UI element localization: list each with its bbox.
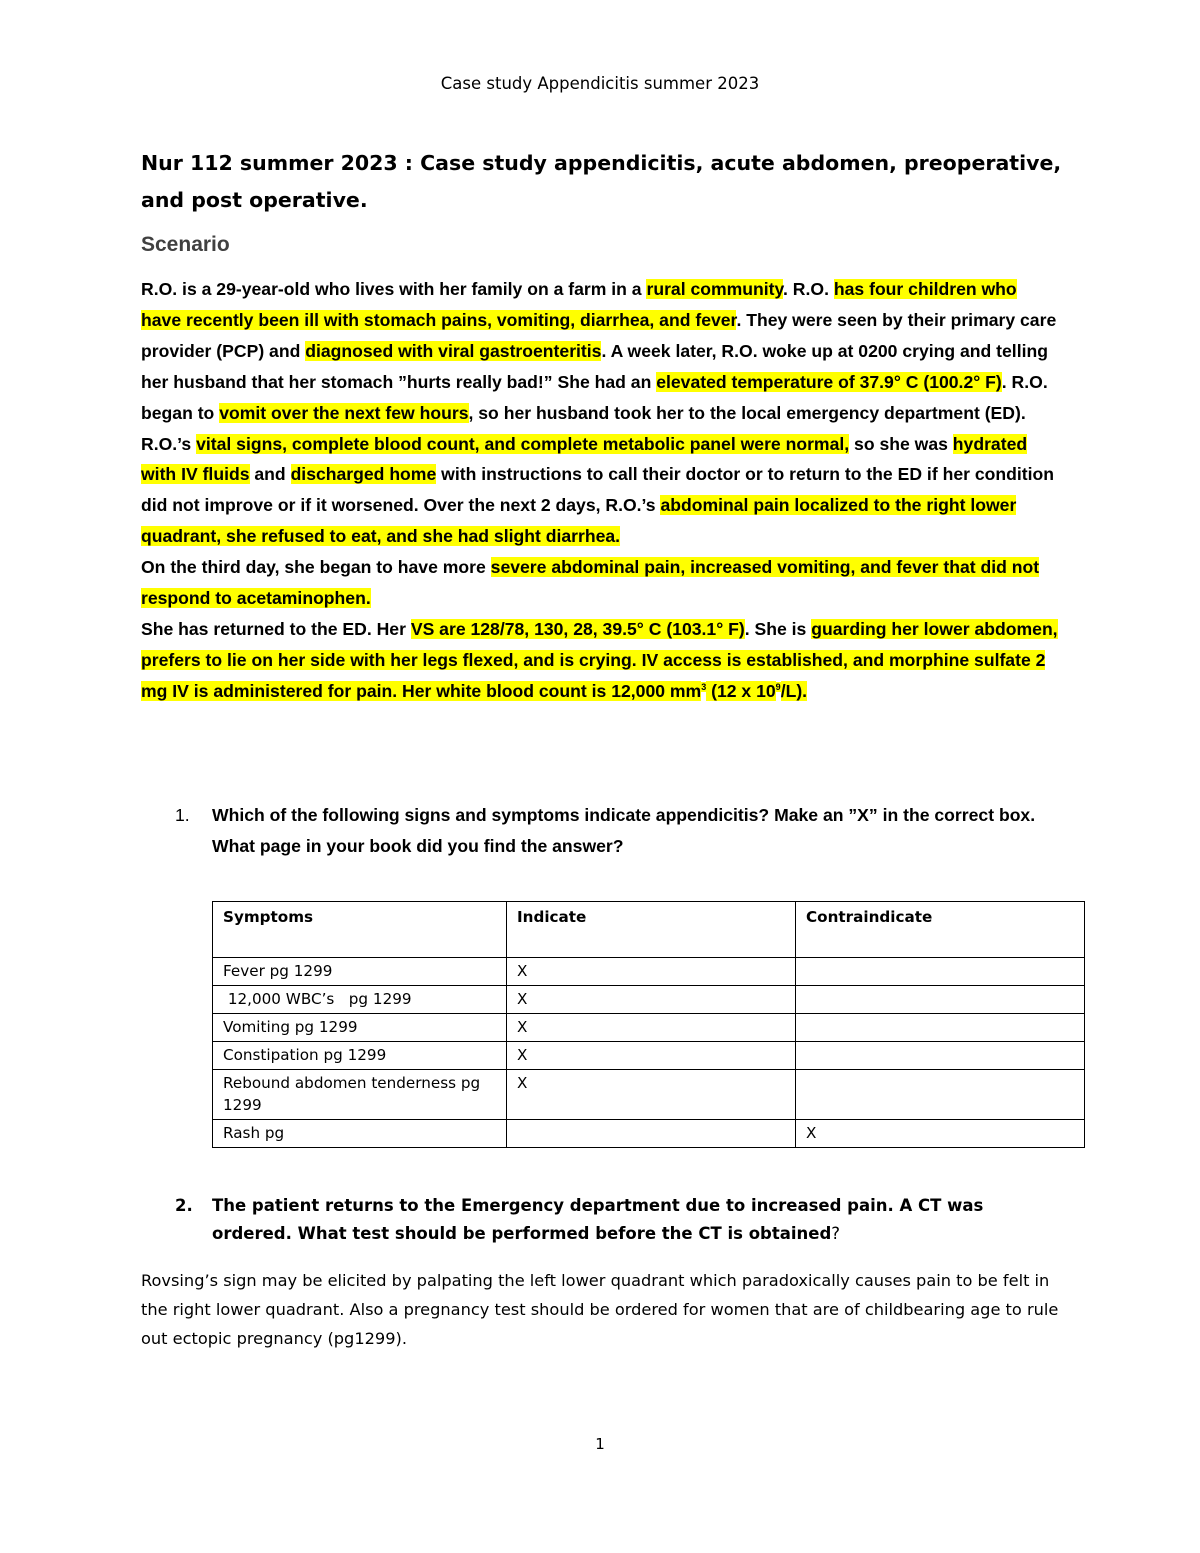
symptom-cell: Vomiting pg 1299 — [213, 1014, 507, 1042]
text-segment: On the third day, she began to have more — [141, 557, 491, 578]
indicate-cell: X — [507, 1070, 796, 1120]
scenario-paragraph-3 — [141, 614, 1061, 707]
scenario-heading: Scenario — [141, 233, 230, 256]
running-header: Case study Appendicitis summer 2023 — [440, 74, 760, 93]
question-2-text-bold: The patient returns to the Emergency department due to increased pain. A CT was ordered. What test should be performed before the CT is obtained — [212, 1196, 984, 1243]
highlighted-text: severe abdominal pain, increased vomiting, and fever that did not respond to acetaminophen. — [141, 557, 1040, 609]
table-header-row — [213, 902, 1085, 958]
text-segment: with instructions to call their doctor or to return to the ED if her condition did not improve or if it worsened. Over the next 2 days, R.O.’s — [141, 464, 1054, 516]
symptom-cell: Constipation pg 1299 — [213, 1042, 507, 1070]
question-2-text — [212, 1192, 1055, 1247]
highlighted-text: elevated temperature of 37.9° C (100.2° F) — [656, 371, 1002, 392]
indicate-cell: X — [507, 1014, 796, 1042]
highlighted-text: vomit over the next few hours — [219, 402, 469, 423]
highlighted-text: (12 x 10 — [706, 680, 776, 701]
symptom-cell: Rebound abdomen tenderness pg 1299 — [213, 1070, 507, 1120]
contraindicate-cell — [796, 1014, 1085, 1042]
symptom-cell: 12,000 WBC’s pg 1299 — [213, 986, 507, 1014]
page-number: 1 — [595, 1435, 605, 1453]
table-row — [213, 1014, 1085, 1042]
indicate-cell: X — [507, 958, 796, 986]
text-segment: R.O. is a 29-year-old who lives with her family on a farm in a — [141, 279, 647, 299]
highlighted-text: guarding her lower abdomen, prefers to lie on her side with her legs flexed, and is crying. IV access is established, and morphine sulfate 2 mg IV is administered for pain. Her white blood count is 12,000 mm — [141, 618, 1058, 701]
question-1 — [175, 800, 1055, 861]
question-1-text: Which of the following signs and symptoms indicate appendicitis? Make an ”X” in the correct box. What page in your book did you find the answer? — [212, 805, 1036, 856]
indicate-cell — [507, 1120, 796, 1148]
text-segment: and — [249, 464, 291, 485]
contraindicate-cell — [796, 1070, 1085, 1120]
highlighted-text: /L). — [780, 680, 808, 701]
table-row — [213, 1120, 1085, 1148]
column-header-symptoms: Symptoms — [213, 902, 507, 958]
text-segment: . R.O. — [783, 279, 834, 299]
table-row — [213, 958, 1085, 986]
text-segment: She has returned to the ED. Her — [141, 618, 411, 639]
table-row — [213, 986, 1085, 1014]
highlighted-text: discharged home — [290, 464, 437, 485]
symptoms-table — [212, 901, 1085, 1148]
question-1-number: 1. — [175, 805, 190, 825]
scenario-paragraph-2 — [141, 552, 1061, 614]
question-2-answer: Rovsing’s sign may be elicited by palpating the left lower quadrant which paradoxically causes pain to be felt in the right lower quadrant. Also a pregnancy test should be ordered for women that are of childbearing age to rule out ectopic pregnancy (pg1299). — [141, 1271, 1059, 1348]
table-row — [213, 1042, 1085, 1070]
highlighted-text: hydrated with IV fluids — [141, 433, 1028, 485]
symptom-cell: Fever pg 1299 — [213, 958, 507, 986]
contraindicate-cell — [796, 1042, 1085, 1070]
symptom-cell: Rash pg — [213, 1120, 507, 1148]
column-header-contraindicate: Contraindicate — [796, 902, 1085, 958]
highlighted-text: rural community — [646, 279, 784, 299]
highlighted-text: 3 — [701, 681, 707, 692]
scenario-text — [141, 274, 1061, 707]
highlighted-text: 9 — [775, 681, 781, 692]
scenario-paragraph-1 — [141, 274, 1061, 552]
text-segment: . A week later, R.O. woke up at 0200 crying and telling her husband that her stomach ”hurts really bad!” She had an — [141, 340, 1048, 392]
highlighted-text: vital signs, complete blood count, and complete metabolic panel were normal, — [196, 433, 850, 454]
text-segment: . R.O. began to — [141, 371, 1048, 423]
contraindicate-cell — [796, 986, 1085, 1014]
text-segment: so she was — [849, 433, 953, 454]
indicate-cell: X — [507, 986, 796, 1014]
question-2-number: 2. — [175, 1196, 193, 1215]
column-header-indicate: Indicate — [507, 902, 796, 958]
question-2-text-tail: ? — [831, 1223, 841, 1243]
highlighted-text: VS are 128/78, 130, 28, 39.5° C (103.1° F) — [410, 618, 745, 639]
contraindicate-cell — [796, 958, 1085, 986]
document-title: Nur 112 summer 2023 : Case study appendicitis, acute abdomen, preoperative, and post operative. — [141, 151, 1062, 212]
highlighted-text: abdominal pain localized to the right lower quadrant, she refused to eat, and she had slight diarrhea. — [141, 495, 1017, 547]
indicate-cell: X — [507, 1042, 796, 1070]
text-segment: , so her husband took her to the local emergency department (ED). R.O.’s — [141, 402, 1026, 454]
text-segment: . They were seen by their primary care provider (PCP) and — [141, 309, 1057, 361]
text-segment: . She is — [744, 618, 812, 639]
question-2 — [175, 1192, 1055, 1247]
contraindicate-cell: X — [796, 1120, 1085, 1148]
highlighted-text: diagnosed with viral gastroenteritis — [305, 340, 602, 361]
highlighted-text: has four children who have recently been ill with stomach pains, vomiting, diarrhea, and fever — [141, 279, 1017, 330]
table-row — [213, 1070, 1085, 1120]
